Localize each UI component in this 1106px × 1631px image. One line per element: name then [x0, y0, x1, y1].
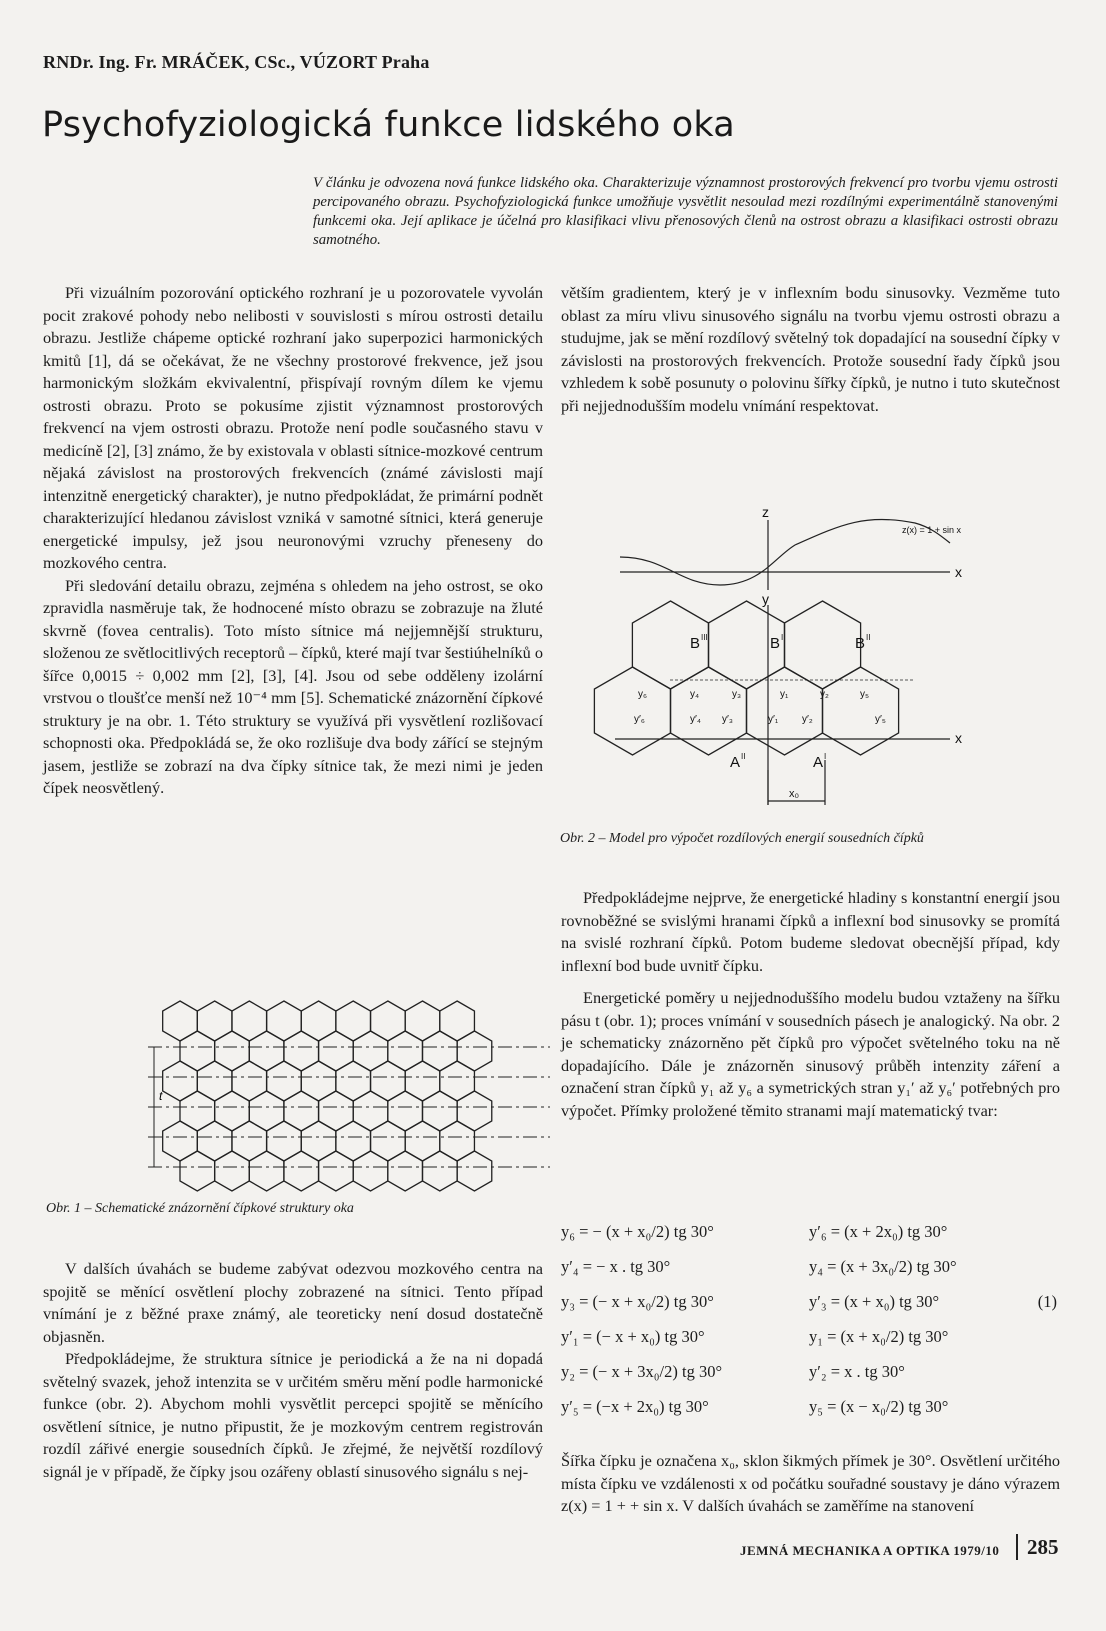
left-column-2: [43, 1258, 543, 1483]
label-y5: y₅: [860, 689, 870, 700]
label-y4: y₄: [690, 689, 700, 700]
cone-hexagon: [440, 1121, 475, 1161]
cone-hexagon: [405, 1121, 440, 1161]
cone-hexagon: [232, 1001, 267, 1041]
label-B2-sub: II: [866, 633, 871, 642]
equation-number: (1): [1037, 1292, 1057, 1311]
label-y2: y₂: [820, 689, 829, 700]
cone-hexagon: [249, 1031, 284, 1071]
cone-hexagon: [422, 1091, 457, 1131]
label-A1-sub: I: [824, 752, 827, 761]
page-number: 285: [1027, 1535, 1059, 1559]
cone-hexagon: [336, 1001, 371, 1041]
label-t: t: [159, 1089, 163, 1103]
label-B3-sub: III: [701, 633, 708, 642]
cone-hexagon: [215, 1031, 250, 1071]
cone-hexagon: [353, 1091, 388, 1131]
sine-curve: [620, 519, 950, 585]
cone-hexagon: [457, 1031, 492, 1071]
cone-hexagon: [440, 1001, 475, 1041]
label-y2p: y′₂: [802, 714, 813, 725]
equation-row: [561, 1257, 1061, 1287]
article-title: Psychofyziologická funkce lidského oka: [42, 105, 735, 145]
cone-hexagon: [267, 1121, 302, 1161]
cone-hexagon: [301, 1001, 336, 1041]
label-x: x: [955, 730, 962, 746]
cone-hexagon: [301, 1061, 336, 1101]
cone-hexagon: [197, 1121, 232, 1161]
equation: y₅ = (x − x₀/2) tg 30°: [809, 1397, 949, 1416]
label-y1p: y′₁: [768, 714, 779, 725]
label-y3p: y′₃: [722, 714, 733, 725]
label-y5p: y′₅: [875, 714, 886, 725]
equation-row: [561, 1327, 1061, 1357]
cone-hexagon: [440, 1061, 475, 1101]
cone-hexagon: [301, 1121, 336, 1161]
figure-1-hex-grid: [140, 1005, 560, 1195]
cone-hexagon: [422, 1151, 457, 1191]
label-B3: B: [690, 635, 701, 652]
cone-hexagon: [336, 1061, 371, 1101]
paragraph: Předpokládejme, že struktura sítnice je periodická a že na ni dopadá světelný svazek, jehož intenzita se v určitém směru mění podle harmonické funkce (obr. 2). Abychom mohli vysvětlit percepci spojitě se měnícího osvětlení sítnice, je nutno připustit, že je mozkovým centrem registrován rozdíl zářivé energie sousedních čípků. Je zřejmé, že největší rozdílový signál je v případě, že čípky jsou ozářeny oblastí sinusového signálu s nej-: [43, 1349, 543, 1481]
cone-hexagon: [353, 1031, 388, 1071]
cone-hexagon: [180, 1151, 215, 1191]
cone-hexagon: [457, 1151, 492, 1191]
label-B2: B: [855, 635, 866, 652]
label-A1: A: [813, 754, 824, 771]
journal-footer: JEMNÁ MECHANIKA A OPTIKA 1979/10: [740, 1543, 1000, 1558]
cone-hexagon: [405, 1061, 440, 1101]
author-line: RNDr. Ing. Fr. MRÁČEK, CSc., VÚZORT Praha: [43, 52, 430, 72]
paragraph: Při sledování detailu obrazu, zejména s ohledem na jeho ostrost, se oko zpravidla nasměruje tak, že hodnocené místo obrazu se zobrazuje na žluté skvrně (fovea centralis). Toto místo sítnice má nejjemnější strukturu, složenou ze světlocitlivých receptorů – čípků, které mají tvar šestiúhelníků o šířce 0,0015 ÷ 0,002 mm [2], [3], [4]. Jsou od sebe odděleny izolární vrstvou o tloušťce menší než 10⁻⁴ mm [5]. Schematické znázornění čípkové struktury je na obr. 1. Této struktury se využívá při vysvětlení rozlišovací schopnosti oka. Předpokládá se, že oko rozlišuje dva body zářící se stejným jasem, jestliže se zobrazí na dva čípky sítnice tak, že mezi nimi je jeden čípek neosvětlený.: [43, 575, 543, 797]
paragraph: Energetické poměry u nejjednoduššího modelu budou vztaženy na šířku pásu t (obr. 1); proces vnímání v sousedních pásech je analogický. Na obr. 2 je schematicky znázorněno pět čípků pro výpočet světelného toku na ně dopadajícího. Dále je znázorněn sinusový průběh intenzity záření a označení stran čípků y₁ až y₆ a symetrických stran y₁′ až y₆′ potřebných pro výpočet. Přímky proložené těmito stranami mají matematický tvar:: [561, 988, 1060, 1120]
cone-hexagon: [163, 1121, 198, 1161]
cone-hexagon: [594, 667, 670, 755]
cone-hexagon: [163, 1001, 198, 1041]
cone-hexagon: [319, 1151, 354, 1191]
paragraph: Šířka čípku je označena x₀, sklon šikmých přímek je 30°. Osvětlení určitého místa čípku ve vzdálenosti x od počátku souřadné soustavy je dáno výrazem z(x) = 1 + + sin x. V dalších úvahách se zaměříme na stanovení: [561, 1451, 1060, 1515]
equation: y₃ = (− x + x₀/2) tg 30°: [561, 1292, 714, 1311]
cone-hexagon: [197, 1001, 232, 1041]
abstract: V článku je odvozena nová funkce lidského oka. Charakterizuje významnost prostorových frekvencí pro tvorbu vjemu ostrosti percipovaného obrazu. Psychofyziologická funkce umožňuje vysvětlit nesoulad mezi rozdílnými experimentálně stanovenými funkcemi oka. Její aplikace je účelná pro klasifikaci vlivu přenosových členů na ostrost obrazu a klasifikaci ostrosti obrazu samotného.: [313, 175, 1058, 248]
right-column-2: [561, 887, 1060, 1122]
cone-hexagon: [371, 1001, 406, 1041]
paragraph: větším gradientem, který je v inflexním bodu sinusovky. Vezměme tuto oblast za míru vlivu sinusového signálu na tvorbu vjemu ostrosti obrazu a studujme, jak se mění rozdílový světelný tok dopadající na sousední čípky v závislosti na prostorových frekvencích. Protože sousední řady čípků jsou vzhledem k sobě posunuty o polovinu šířky čípků, je nutno i tuto skutečnost při nejjednodušším modelu vnímání respektovat.: [561, 283, 1060, 415]
cone-hexagon: [180, 1091, 215, 1131]
paragraph: Při vizuálním pozorování optického rozhraní je u pozorovatele vyvolán pocit zrakové pohody nebo nelibosti v souvislosti s mírou ostrosti detailu obrazu. Jestliže chápeme optické rozhraní jako superpozici harmonických kmitů [1], dá se očekávat, že ne všechny prostorové frekvence, jež jsou harmonickým složkám ekvivalentní, přispívají rovným dílem ke vjemu ostrosti obrazu. Proto se pokusíme zjistit významnost prostorových frekvencí na vjem ostrosti obrazu. Protože není podle současného stavu v medicíně [2], [3] známo, že by existovala v oblasti sítnice-mozkové centrum nějaká závislost na prostorových frekvencích (známé závislosti mají intenzitně energetický charakter), je nutno předpokládat, že primární podnět charakterizující hledanou závislost vzniká v samotné sítnici, která generuje energetické impulsy, jež jsou neuronovými vzruchy přeneseny do mozkového centra.: [43, 283, 543, 572]
cone-hexagon: [284, 1151, 319, 1191]
right-column: [561, 282, 1060, 417]
cone-hexagon: [319, 1031, 354, 1071]
label-x0: x₀: [789, 788, 800, 800]
cone-hexagon: [405, 1001, 440, 1041]
cone-hexagon: [215, 1151, 250, 1191]
cone-hexagon: [232, 1061, 267, 1101]
label-B1: B: [770, 635, 781, 652]
footer-separator: [1016, 1534, 1018, 1560]
cone-hexagon: [353, 1151, 388, 1191]
equation-row: [561, 1292, 1061, 1322]
label-y6: y₆: [638, 689, 648, 700]
equation: y′₂ = x . tg 30°: [809, 1362, 905, 1381]
cone-hexagon: [371, 1061, 406, 1101]
figure-2-model: [610, 505, 1030, 815]
label-y1: y₁: [780, 689, 789, 700]
figure-2-caption: Obr. 2 – Model pro výpočet rozdílových energií sousedních čípků: [560, 831, 924, 846]
cone-hexagon: [267, 1061, 302, 1101]
label-B1-sub: I: [781, 633, 784, 642]
label-z: z: [762, 504, 769, 520]
label-y4p: y′₄: [690, 714, 701, 725]
equation: y₄ = (x + 3x₀/2) tg 30°: [809, 1257, 957, 1276]
after-equations-text: [561, 1450, 1060, 1518]
cone-hexagon: [388, 1091, 423, 1131]
cone-hexagon: [388, 1031, 423, 1071]
cone-hexagon: [457, 1091, 492, 1131]
cone-hexagon: [284, 1031, 319, 1071]
paragraph: V dalších úvahách se budeme zabývat odezvou mozkového centra na spojitě se měnící osvětlení plochy zobrazené na sítnici. Tento případ vnímání je z běžné praxe známý, ale teoreticky není dosud dostatečně objasněn.: [43, 1259, 543, 1346]
equation: y′₁ = (− x + x₀) tg 30°: [561, 1327, 705, 1346]
label-y6p: y′₆: [634, 714, 645, 725]
equation: y₁ = (x + x₀/2) tg 30°: [809, 1327, 949, 1346]
paragraph: Předpokládejme nejprve, že energetické hladiny s konstantní energií jsou rovnoběžné se svislými hranami čípků a inflexní bod sinusovky se promítá na svislé rozhraní čípků. Potom budeme sledovat obecnější případ, kdy inflexní bod bude uvnitř čípku.: [561, 888, 1060, 975]
cone-hexagon: [336, 1121, 371, 1161]
cone-hexagon: [180, 1031, 215, 1071]
cone-hexagon: [163, 1061, 198, 1101]
cone-hexagon: [232, 1121, 267, 1161]
cone-hexagon: [422, 1031, 457, 1071]
equation: y₆ = − (x + x₀/2) tg 30°: [561, 1222, 714, 1241]
cone-hexagon: [197, 1061, 232, 1101]
equation: y′₄ = − x . tg 30°: [561, 1257, 671, 1276]
left-column: [43, 282, 543, 800]
cone-hexagon: [388, 1151, 423, 1191]
cone-hexagon: [784, 601, 860, 689]
equation-row: [561, 1397, 1061, 1427]
equation-row: [561, 1222, 1061, 1252]
label-func: z(x) = 1 + sin x: [902, 525, 962, 535]
equation: y₂ = (− x + 3x₀/2) tg 30°: [561, 1362, 723, 1381]
equation: y′₅ = (−x + 2x₀) tg 30°: [561, 1397, 709, 1416]
cone-hexagon: [249, 1151, 284, 1191]
cone-hexagon: [215, 1091, 250, 1131]
figure-1-caption: Obr. 1 – Schematické znázornění čípkové struktury oka: [46, 1201, 354, 1216]
label-x-top: x: [955, 564, 962, 580]
label-A2: A: [730, 754, 741, 771]
equation: y′₃ = (x + x₀) tg 30°: [809, 1292, 940, 1311]
cone-hexagon: [319, 1091, 354, 1131]
cone-hexagon: [249, 1091, 284, 1131]
equation: y′₆ = (x + 2x₀) tg 30°: [809, 1222, 948, 1241]
cone-hexagon: [371, 1121, 406, 1161]
label-y: y: [762, 591, 769, 607]
cone-hexagon: [284, 1091, 319, 1131]
equation-row: [561, 1362, 1061, 1392]
label-y3: y₃: [732, 689, 742, 700]
cone-hexagon: [267, 1001, 302, 1041]
label-A2-sub: II: [741, 752, 746, 761]
